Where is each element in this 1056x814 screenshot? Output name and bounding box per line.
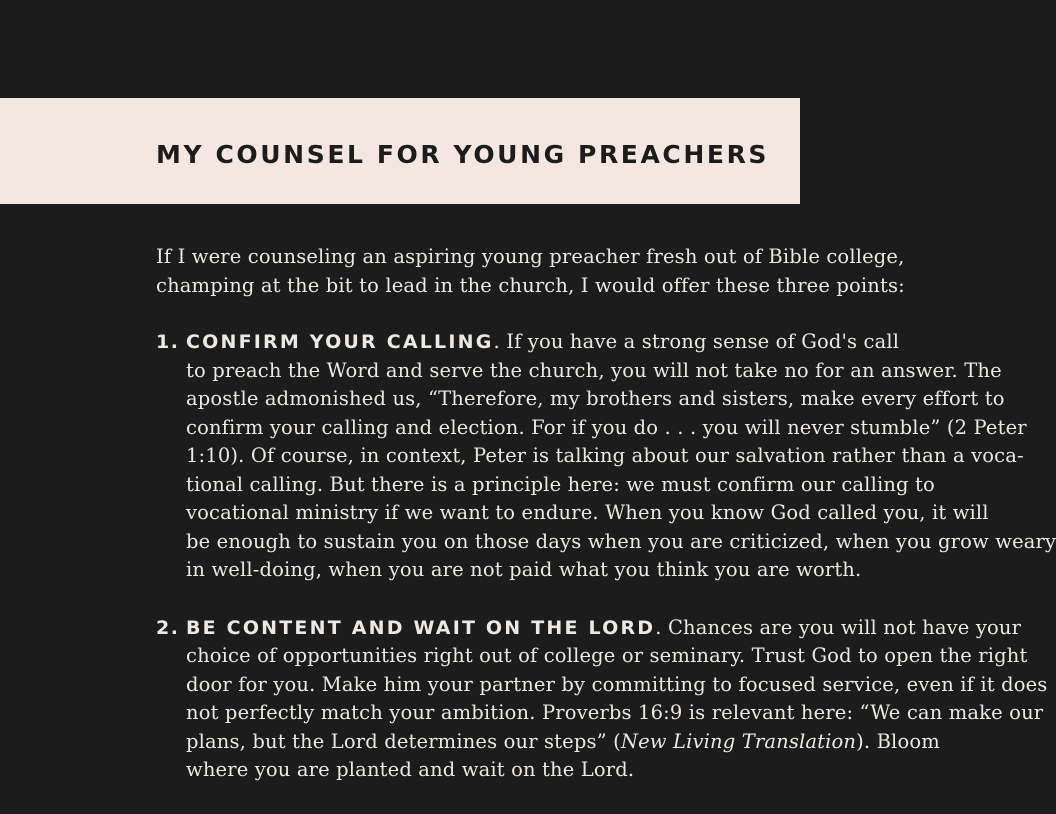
item-line: door for you. Make him your partner by committing to focused service, even if it does — [186, 672, 1048, 696]
item-line: not perfectly match your ambition. Proverbs 16:9 is relevant here: “We can make our — [186, 701, 1044, 724]
counsel-item-2 — [156, 614, 1048, 785]
item-line: where you are planted and wait on the Lord. — [186, 758, 635, 781]
item-text: . Chances are you will not have your — [655, 615, 1022, 639]
intro-paragraph — [156, 243, 905, 300]
article-body — [156, 243, 1056, 814]
item-line: be enough to sustain you on those days when you are criticized, when you grow weary — [186, 529, 1056, 553]
item-first-line — [156, 328, 900, 357]
intro-line: If I were counseling an aspiring young preacher fresh out of Bible college, — [156, 245, 905, 268]
counsel-item-1 — [156, 328, 1056, 585]
intro-line: champing at the bit to lead in the church, I would offer these three points: — [156, 273, 905, 297]
item-line: 1:10). Of course, in context, Peter is talking about our salvation rather than a voca- — [186, 444, 1024, 467]
item-line — [156, 728, 940, 757]
item-text: . If you have a strong sense of God's call — [493, 330, 900, 353]
item-text: plans, but the Lord determines our steps” ( — [186, 729, 621, 753]
item-line: confirm your calling and election. For if you do . . . you will never stumble” (2 Peter — [186, 415, 1027, 439]
item-first-line — [156, 614, 1022, 643]
item-line: choice of opportunities right out of college or seminary. Trust God to open the right — [186, 644, 1028, 667]
item-line: vocational ministry if we want to endure. When you know God called you, it will — [186, 501, 989, 524]
page-title: MY COUNSEL FOR YOUNG PREACHERS — [156, 140, 770, 169]
translation-name: New Living Translation — [620, 729, 857, 753]
item-number: 1. — [156, 331, 180, 353]
item-line: in well-doing, when you are not paid what you think you are worth. — [186, 558, 862, 581]
item-heading: CONFIRM YOUR CALLING — [186, 331, 494, 353]
item-line: apostle admonished us, “Therefore, my brothers and sisters, make every effort to — [186, 387, 1005, 410]
item-line: tional calling. But there is a principle here: we must confirm our calling to — [186, 472, 935, 496]
item-heading: BE CONTENT AND WAIT ON THE LORD — [186, 616, 656, 639]
item-number: 2. — [156, 616, 180, 639]
item-text: ). Bloom — [856, 729, 940, 753]
item-line: to preach the Word and serve the church, you will not take no for an answer. The — [186, 358, 1002, 382]
